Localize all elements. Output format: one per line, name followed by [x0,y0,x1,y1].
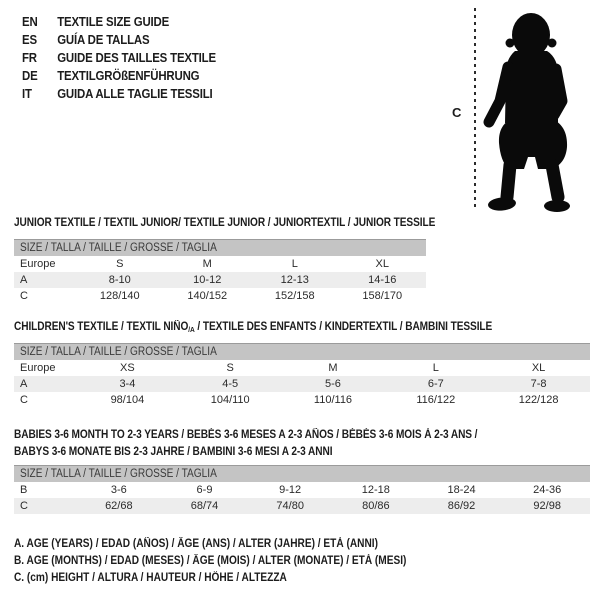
table-cell: 158/170 [362,290,403,302]
table-cell: L [432,362,439,374]
table-cell: 24-36 [533,484,562,496]
table-row [14,482,590,498]
language-title: GUÍA DE TALLAS [57,32,150,47]
table-cell: 14-16 [368,274,397,286]
table-cell: 8-10 [108,274,131,286]
junior-table-title: JUNIOR TEXTILE / TEXTIL JUNIOR/ TEXTILE JUNIOR / JUNIORTEXTIL / JUNIOR TESSILE [14,217,436,229]
language-code: EN [22,14,38,29]
table-cell: 3-6 [110,484,127,496]
language-code: IT [22,86,32,101]
table-cell: 4-5 [222,378,239,390]
table-cell: 116/122 [416,394,456,406]
table-cell: 3-4 [119,378,136,390]
footnote-b: B. AGE (MONTHS) / EDAD (MESES) / ÂGE (MOIS) / ALTER (MONATE) / ETÀ (MESI) [14,555,407,567]
table-cell: 98/104 [110,394,145,406]
table-cell: 92/98 [533,500,561,512]
table-row [14,498,590,514]
footnote-a: A. AGE (YEARS) / EDAD (AÑOS) / ÂGE (ANS) / ALTER (JAHRE) / ETÀ (ANNI) [14,538,378,550]
table-cell: 110/116 [313,394,353,406]
row-label: C [20,290,28,302]
row-label: C [20,500,28,512]
table-cell: M [328,362,338,374]
footnote-c: C. (cm) HEIGHT / ALTURA / HAUTEUR / HÖHE / ALTEZZA [14,572,287,584]
table-cell: L [291,258,298,270]
table-cell: 6-7 [427,378,444,390]
row-label: B [20,484,28,496]
children-title-text: CHILDREN'S TEXTILE / TEXTIL NIÑO [14,321,189,333]
row-label: Europe [20,258,56,270]
legend-row-de [22,67,216,85]
table-row [14,288,426,304]
language-code: DE [22,68,38,83]
babies-size-table [14,465,590,514]
children-size-table [14,343,590,408]
table-cell: 5-6 [325,378,341,390]
language-title: TEXTILE SIZE GUIDE [57,14,170,29]
table-cell: 104/110 [210,394,250,406]
table-cell: M [202,258,212,270]
height-measure-label: C [452,105,462,120]
table-cell: 140/152 [187,290,228,302]
language-code: FR [22,50,37,65]
legend-row-es [22,31,216,49]
children-table-title [14,319,492,336]
language-title: GUIDA ALLE TAGLIE TESSILI [57,86,213,101]
table-cell: XS [120,362,135,374]
size-header-bar [14,239,426,256]
table-row [14,360,590,376]
row-label: C [20,394,28,406]
table-cell: 12-18 [361,484,390,496]
height-measure-dotted-line [474,8,476,211]
table-row [14,392,590,408]
language-title: TEXTILGRÖßENFÜHRUNG [57,68,200,83]
table-cell: 80/86 [362,500,390,512]
size-header-label: SIZE / TALLA / TAILLE / GRÖSSE / TAGLIA [20,346,217,358]
size-header-label: SIZE / TALLA / TAILLE / GRÖSSE / TAGLIA [20,468,217,480]
table-cell: 128/140 [99,290,140,302]
table-cell: 6-9 [196,484,213,496]
table-cell: 7-8 [530,378,547,390]
junior-size-table [14,239,426,304]
table-cell: S [116,258,124,270]
table-cell: 152/158 [274,290,315,302]
table-cell: 9-12 [279,484,302,496]
table-cell: XL [531,362,546,374]
language-legend [22,13,242,103]
table-cell: 68/74 [190,500,219,512]
table-cell: 18-24 [447,484,476,496]
table-row [14,256,426,272]
table-cell: 12-13 [280,274,309,286]
language-code: ES [22,32,37,47]
table-row [14,272,426,288]
babies-table-title-line2: BABYS 3-6 MONATE BIS 2-3 JAHRE / BAMBINI 3-6 MESI A 2-3 ANNI [14,446,333,458]
table-cell: 74/80 [276,500,304,512]
legend-row-en [22,13,216,31]
language-title: GUIDE DES TAILLES TEXTILE [57,50,216,65]
children-title-text: / TEXTILE DES ENFANTS / KINDERTEXTIL / BAMBINI TESSILE [194,321,493,333]
legend-row-fr [22,49,216,67]
table-cell: 62/68 [105,500,133,512]
table-cell: 10-12 [193,274,222,286]
legend-row-it [22,85,216,103]
size-header-label: SIZE / TALLA / TAILLE / GRÖSSE / TAGLIA [20,242,217,254]
children-title-subscript: /A [188,325,195,334]
babies-table-title-line1: BABIES 3-6 MONTH TO 2-3 YEARS / BEBÉS 3-6 MESES A 2-3 AÑOS / BÉBÉS 3-6 MOIS À 2-3 ANS / [14,429,478,441]
toddler-silhouette-icon [479,5,584,213]
row-label: A [20,274,28,286]
row-label: A [20,378,28,390]
size-header-bar [14,465,590,482]
table-row [14,376,590,392]
table-cell: S [226,362,234,374]
table-cell: 122/128 [518,394,559,406]
table-cell: 86/92 [447,500,476,512]
size-header-bar [14,343,590,360]
row-label: Europe [20,362,56,374]
table-cell: XL [375,258,389,270]
